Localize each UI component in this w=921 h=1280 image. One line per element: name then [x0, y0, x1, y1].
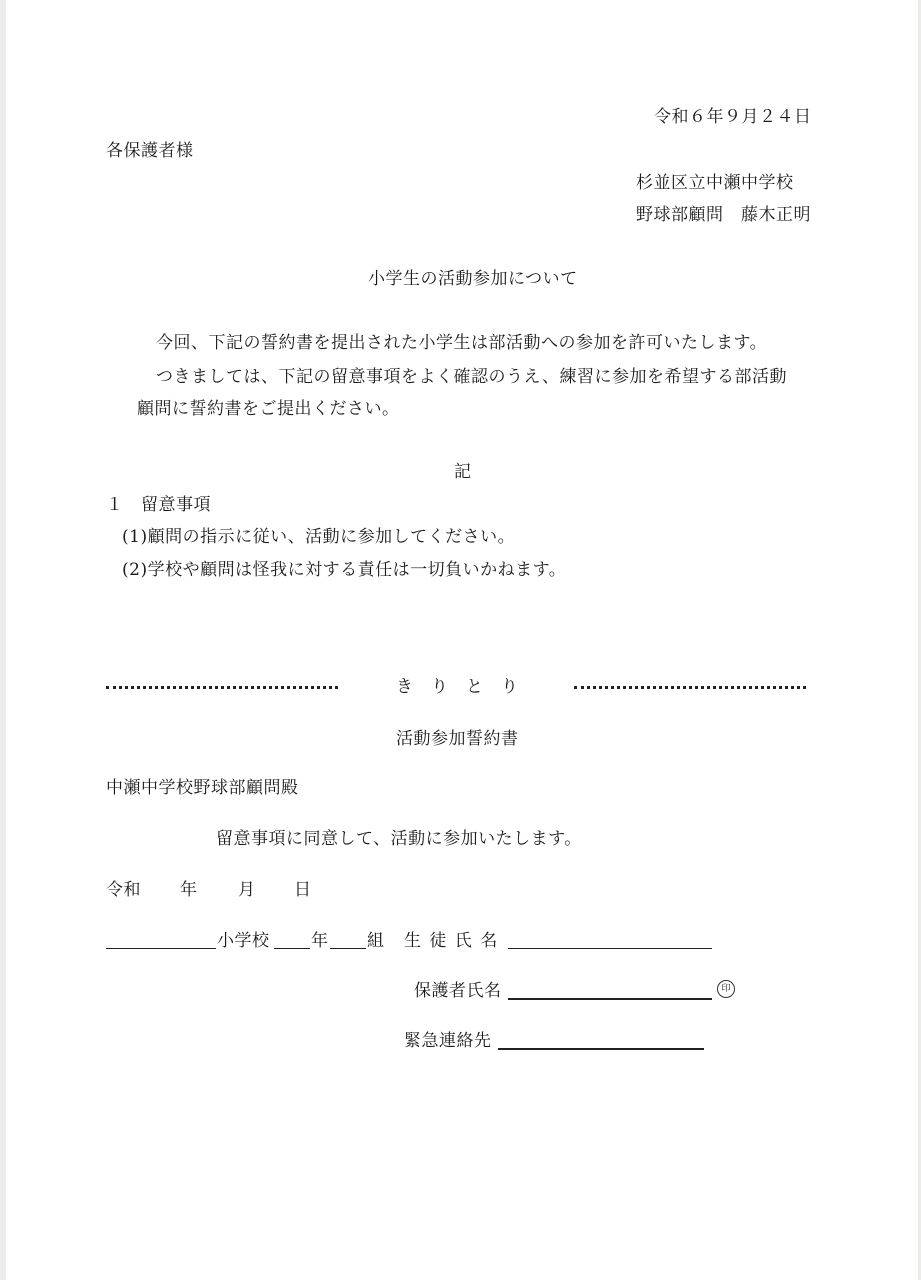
letter-addressee: 各保護者様 — [106, 141, 194, 161]
guardian-name-blank[interactable] — [508, 998, 712, 1000]
note-2: (2)学校や顧問は怪我に対する責任は一切負いかねます。 — [122, 560, 567, 580]
sender-person: 野球部顧問 藤木正明 — [636, 205, 811, 225]
school-label: 小学校 — [217, 931, 270, 951]
grade-label: 年 — [311, 931, 329, 951]
pledge-title: 活動参加誓約書 — [396, 729, 519, 749]
cut-line-label: き り と り — [396, 677, 519, 697]
letter-subject: 小学生の活動参加について — [368, 269, 578, 289]
seal-mark: 印 — [717, 980, 735, 998]
body-line-2: つきましては、下記の留意事項をよく確認のうえ、練習に参加を希望する部活動 — [156, 367, 788, 387]
pledge-addressee: 中瀬中学校野球部顧問殿 — [106, 778, 299, 798]
body-line-3: 顧問に誓約書をご提出ください。 — [137, 399, 400, 419]
date-era: 令和 — [106, 880, 141, 900]
sender-school: 杉並区立中瀬中学校 — [636, 173, 794, 193]
cut-line-right — [574, 686, 806, 689]
guardian-name-label: 保護者氏名 — [414, 981, 502, 1001]
section-heading: １ 留意事項 — [106, 495, 211, 515]
note-1: (1)顧問の指示に従い、活動に参加してください。 — [122, 527, 516, 547]
date-year: 年 — [180, 880, 198, 900]
class-blank[interactable] — [330, 948, 366, 949]
body-line-1: 今回、下記の誓約書を提出された小学生は部活動への参加を許可いたします。 — [156, 333, 768, 353]
emergency-contact-label: 緊急連絡先 — [404, 1031, 492, 1051]
class-label: 組 — [367, 931, 385, 951]
grade-blank[interactable] — [274, 948, 310, 949]
cut-line-left — [106, 686, 338, 689]
date-day: 日 — [294, 880, 312, 900]
date-month: 月 — [238, 880, 256, 900]
emergency-contact-blank[interactable] — [498, 1048, 704, 1050]
student-name-label: 生 徒 氏 名 — [404, 931, 498, 951]
pledge-statement: 留意事項に同意して、活動に参加いたします。 — [216, 829, 582, 849]
letter-date: 令和６年９月２４日 — [654, 107, 812, 127]
ki-mark: 記 — [454, 462, 472, 482]
school-name-blank[interactable] — [106, 948, 216, 949]
student-name-blank[interactable] — [508, 948, 712, 949]
document-page — [6, 0, 918, 1280]
